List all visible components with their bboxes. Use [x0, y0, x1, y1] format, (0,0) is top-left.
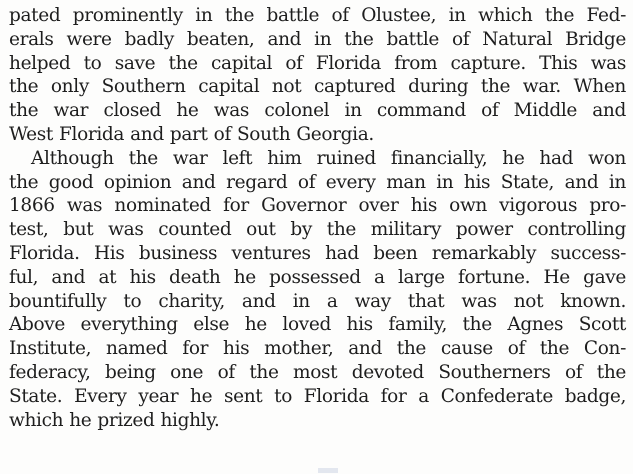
text-line: federacy, being one of the most devoted Southerners of the	[9, 361, 626, 383]
body-text	[9, 4, 626, 432]
text-line: Although the war left him ruined financially, he had won	[31, 147, 626, 169]
text-line: Institute, named for his mother, and the cause of the Con-	[9, 338, 626, 360]
text-line: test, but was counted out by the military power controlling	[9, 219, 626, 241]
scan-artifact	[318, 468, 338, 473]
text-line: bountifully to charity, and in a way that was not known.	[9, 290, 626, 312]
text-line: the good opinion and regard of every man in his State, and in	[9, 171, 626, 193]
paragraph-later-life	[9, 147, 626, 433]
text-line: West Florida and part of South Georgia.	[9, 123, 374, 145]
text-line: State. Every year he sent to Florida for a Confederate badge,	[9, 385, 626, 407]
text-line: which he prized highly.	[9, 409, 220, 431]
text-line: 1866 was nominated for Governor over his own vigorous pro-	[9, 195, 626, 217]
paragraph-olustee	[9, 4, 626, 147]
text-line: ful, and at his death he possessed a large fortune. He gave	[9, 266, 626, 288]
text-line: helped to save the capital of Florida from capture. This was	[9, 52, 626, 74]
text-line: pated prominently in the battle of Olustee, in which the Fed-	[9, 5, 626, 26]
text-line: the war closed he was colonel in command of Middle and	[9, 100, 626, 122]
text-line: the only Southern capital not captured during the war. When	[9, 76, 626, 98]
text-line: erals were badly beaten, and in the battle of Natural Bridge	[9, 28, 626, 50]
text-line: Above everything else he loved his family, the Agnes Scott	[9, 314, 626, 336]
text-line: Florida. His business ventures had been remarkably success-	[9, 242, 626, 264]
